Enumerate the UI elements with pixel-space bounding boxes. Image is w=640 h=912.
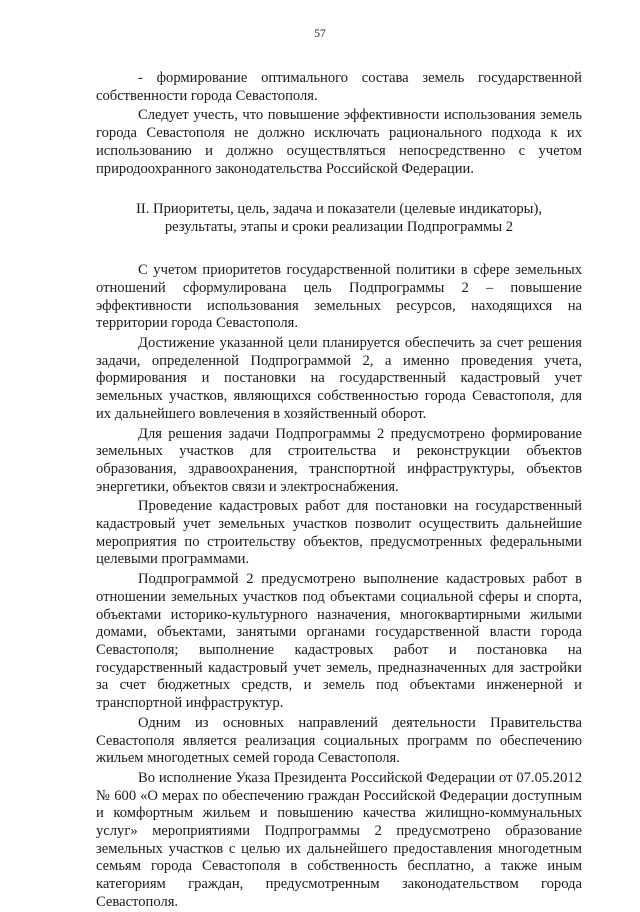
- page-content: [96, 70, 582, 912]
- paragraph: Подпрограммой 2 предусмотрено выполнение кадастровых работ в отношении земельных участков под объектами социальной сферы и спорта, объектами историко-культурного назначения, многоквартирными жилыми домами, объектами, занятыми органами государственной власти города Севастополя; выполнение кадастровых работ и постановка на государственный кадастровый учет земель, предназначенных для застройки за счет бюджетных средств, и земель под объектами инженерной и транспортной инфраструктур.: [96, 571, 582, 712]
- paragraph: Во исполнение Указа Президента Российской Федерации от 07.05.2012 № 600 «О мерах по обеспечению граждан Российской Федерации доступным и комфортным жильем и повышению качества жилищно-коммунальных услуг» мероприятиями Подпрограммы 2 предусмотрено образование земельных участков с целью их дальнейшего предоставления многодетным семьям города Севастополя в собственность бесплатно, а также иным категориям граждан, предусмотренным законодательством города Севастополя.: [96, 769, 582, 910]
- paragraph: Для решения задачи Подпрограммы 2 предусмотрено формирование земельных участков для строительства и реконструкции объектов образования, здравоохранения, транспортной инфраструктуры, объектов энергетики, объектов связи и электроснабжения.: [96, 425, 582, 495]
- paragraph: С учетом приоритетов государственной политики в сфере земельных отношений сформулирована цель Подпрограммы 2 – повышение эффективности использования земельных ресурсов, находящихся на территории города Севастополя.: [96, 262, 582, 332]
- paragraph: Достижение указанной цели планируется обеспечить за счет решения задачи, определенной Подпрограммой 2, а именно проведения учета, формирования и постановки на государственный кадастровый учет земельных участков, являющихся собственностью города Севастополя, для их дальнейшего вовлечения в хозяйственный оборот.: [96, 335, 582, 422]
- section-heading-line: II. Приоритеты, цель, задача и показатели (целевые индикаторы),: [136, 201, 542, 218]
- paragraph: Одним из основных направлений деятельности Правительства Севастополя является реализация социальных программ по обеспечению жильем многодетных семей города Севастополя.: [96, 714, 582, 767]
- paragraph: Проведение кадастровых работ для постановки на государственный кадастровый учет земельных участков позволит осуществить дальнейшие мероприятия по строительству объектов, предусмотренных федеральными целевыми программами.: [96, 498, 582, 568]
- page-number: 57: [314, 28, 326, 40]
- section-heading: [96, 200, 582, 236]
- paragraph: Следует учесть, что повышение эффективности использования земель города Севастополя не должно исключать рационального подхода к их использованию и должно осуществляться непосредственно с учетом природоохранного законодательства Российской Федерации.: [96, 107, 582, 177]
- section-heading-line: результаты, этапы и сроки реализации Подпрограммы 2: [164, 219, 514, 236]
- paragraph-list-item: - формирование оптимального состава земель государственной собственности города Севастополя.: [96, 70, 582, 104]
